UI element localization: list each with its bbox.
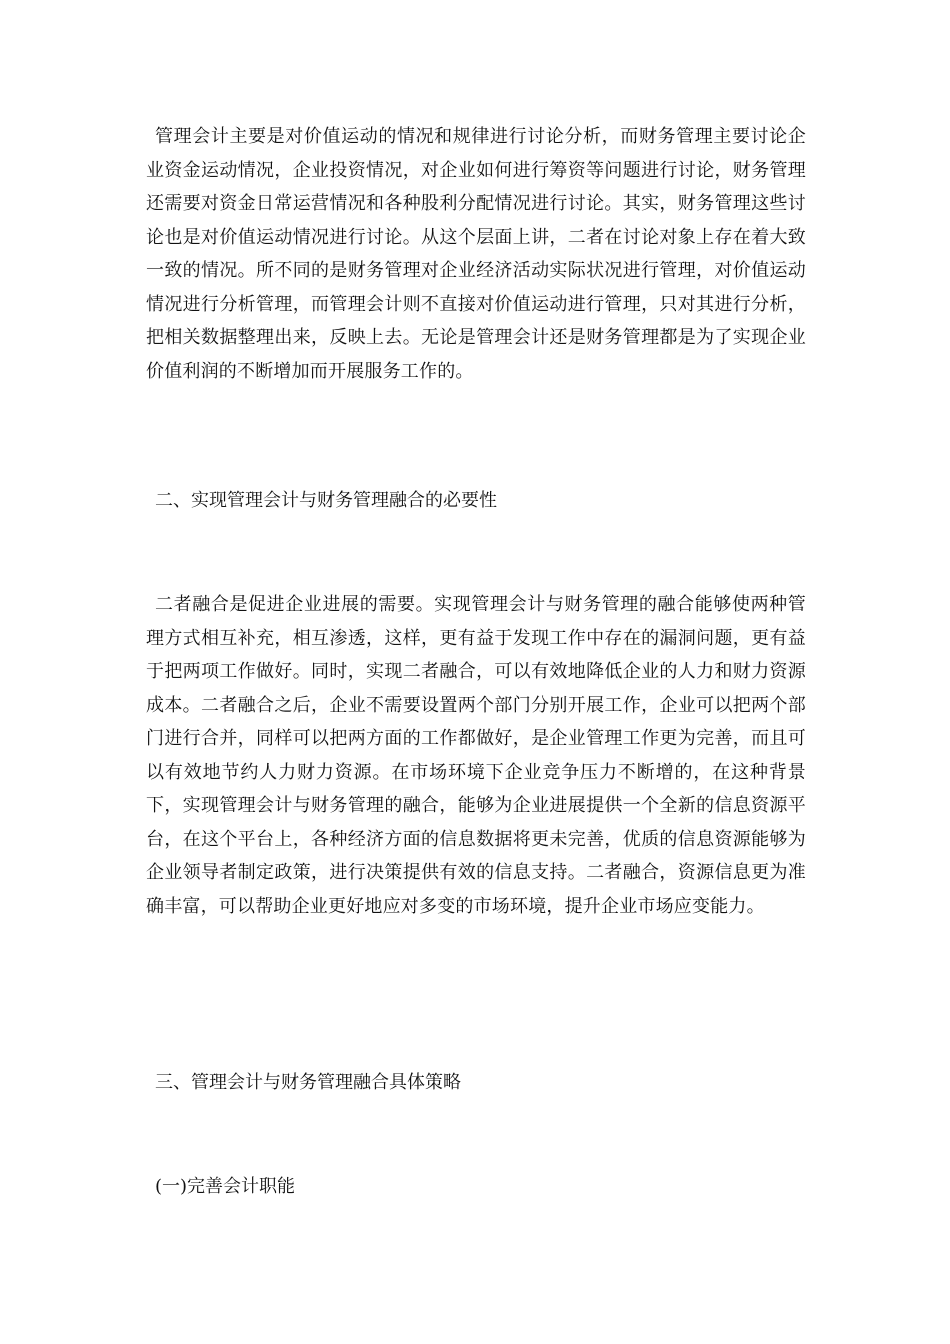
body-paragraph-integration-need: 二者融合是促进企业进展的需要。实现管理会计与财务管理的融合能够使两种管理方式相互补充，相互渗透，这样，更有益于发现工作中存在的漏洞问题，更有益于把两项工作做好。同时，实现二者融合，可以有效地降低企业的人力和财力资源成本。二者融合之后，企业不需要设置两个部门分别开展工作，企业可以把两个部门进行合并，同样可以把两方面的工作都做好，是企业管理工作更为完善，而且可以有效地节约人力财力资源。在市场环境下企业竞争压力不断增的，在这种背景下，实现管理会计与财务管理的融合，能够为企业进展提供一个全新的信息资源平台，在这个平台上，各种经济方面的信息数据将更未完善，优质的信息资源能够为企业领导者制定政策，进行决策提供有效的信息支持。二者融合，资源信息更为准确丰富，可以帮助企业更好地应对多变的市场环境，提升企业市场应变能力。	[146, 594, 806, 917]
body-paragraph-value-analysis: 管理会计主要是对价值运动的情况和规律进行讨论分析，而财务管理主要讨论企业资金运动情况，企业投资情况，对企业如何进行筹资等问题进行讨论，财务管理还需要对资金日常运营情况和各种股利分配情况进行讨论。其实，财务管理这些讨论也是对价值运动情况进行讨论。从这个层面上讲，二者在讨论对象上存在着大致一致的情况。所不同的是财务管理对企业经济活动实际状况进行管理，对价值运动情况进行分析管理，而管理会计则不直接对价值运动进行管理，只对其进行分析，把相关数据整理出来，反映上去。无论是管理会计还是财务管理都是为了实现企业价值利润的不断增加而开展服务工作的。	[146, 126, 806, 382]
section-heading-necessity: 二、实现管理会计与财务管理融合的必要性	[155, 490, 497, 511]
section-heading-strategies: 三、管理会计与财务管理融合具体策略	[155, 1072, 461, 1093]
subsection-heading-accounting-functions: (一)完善会计职能	[155, 1176, 296, 1197]
